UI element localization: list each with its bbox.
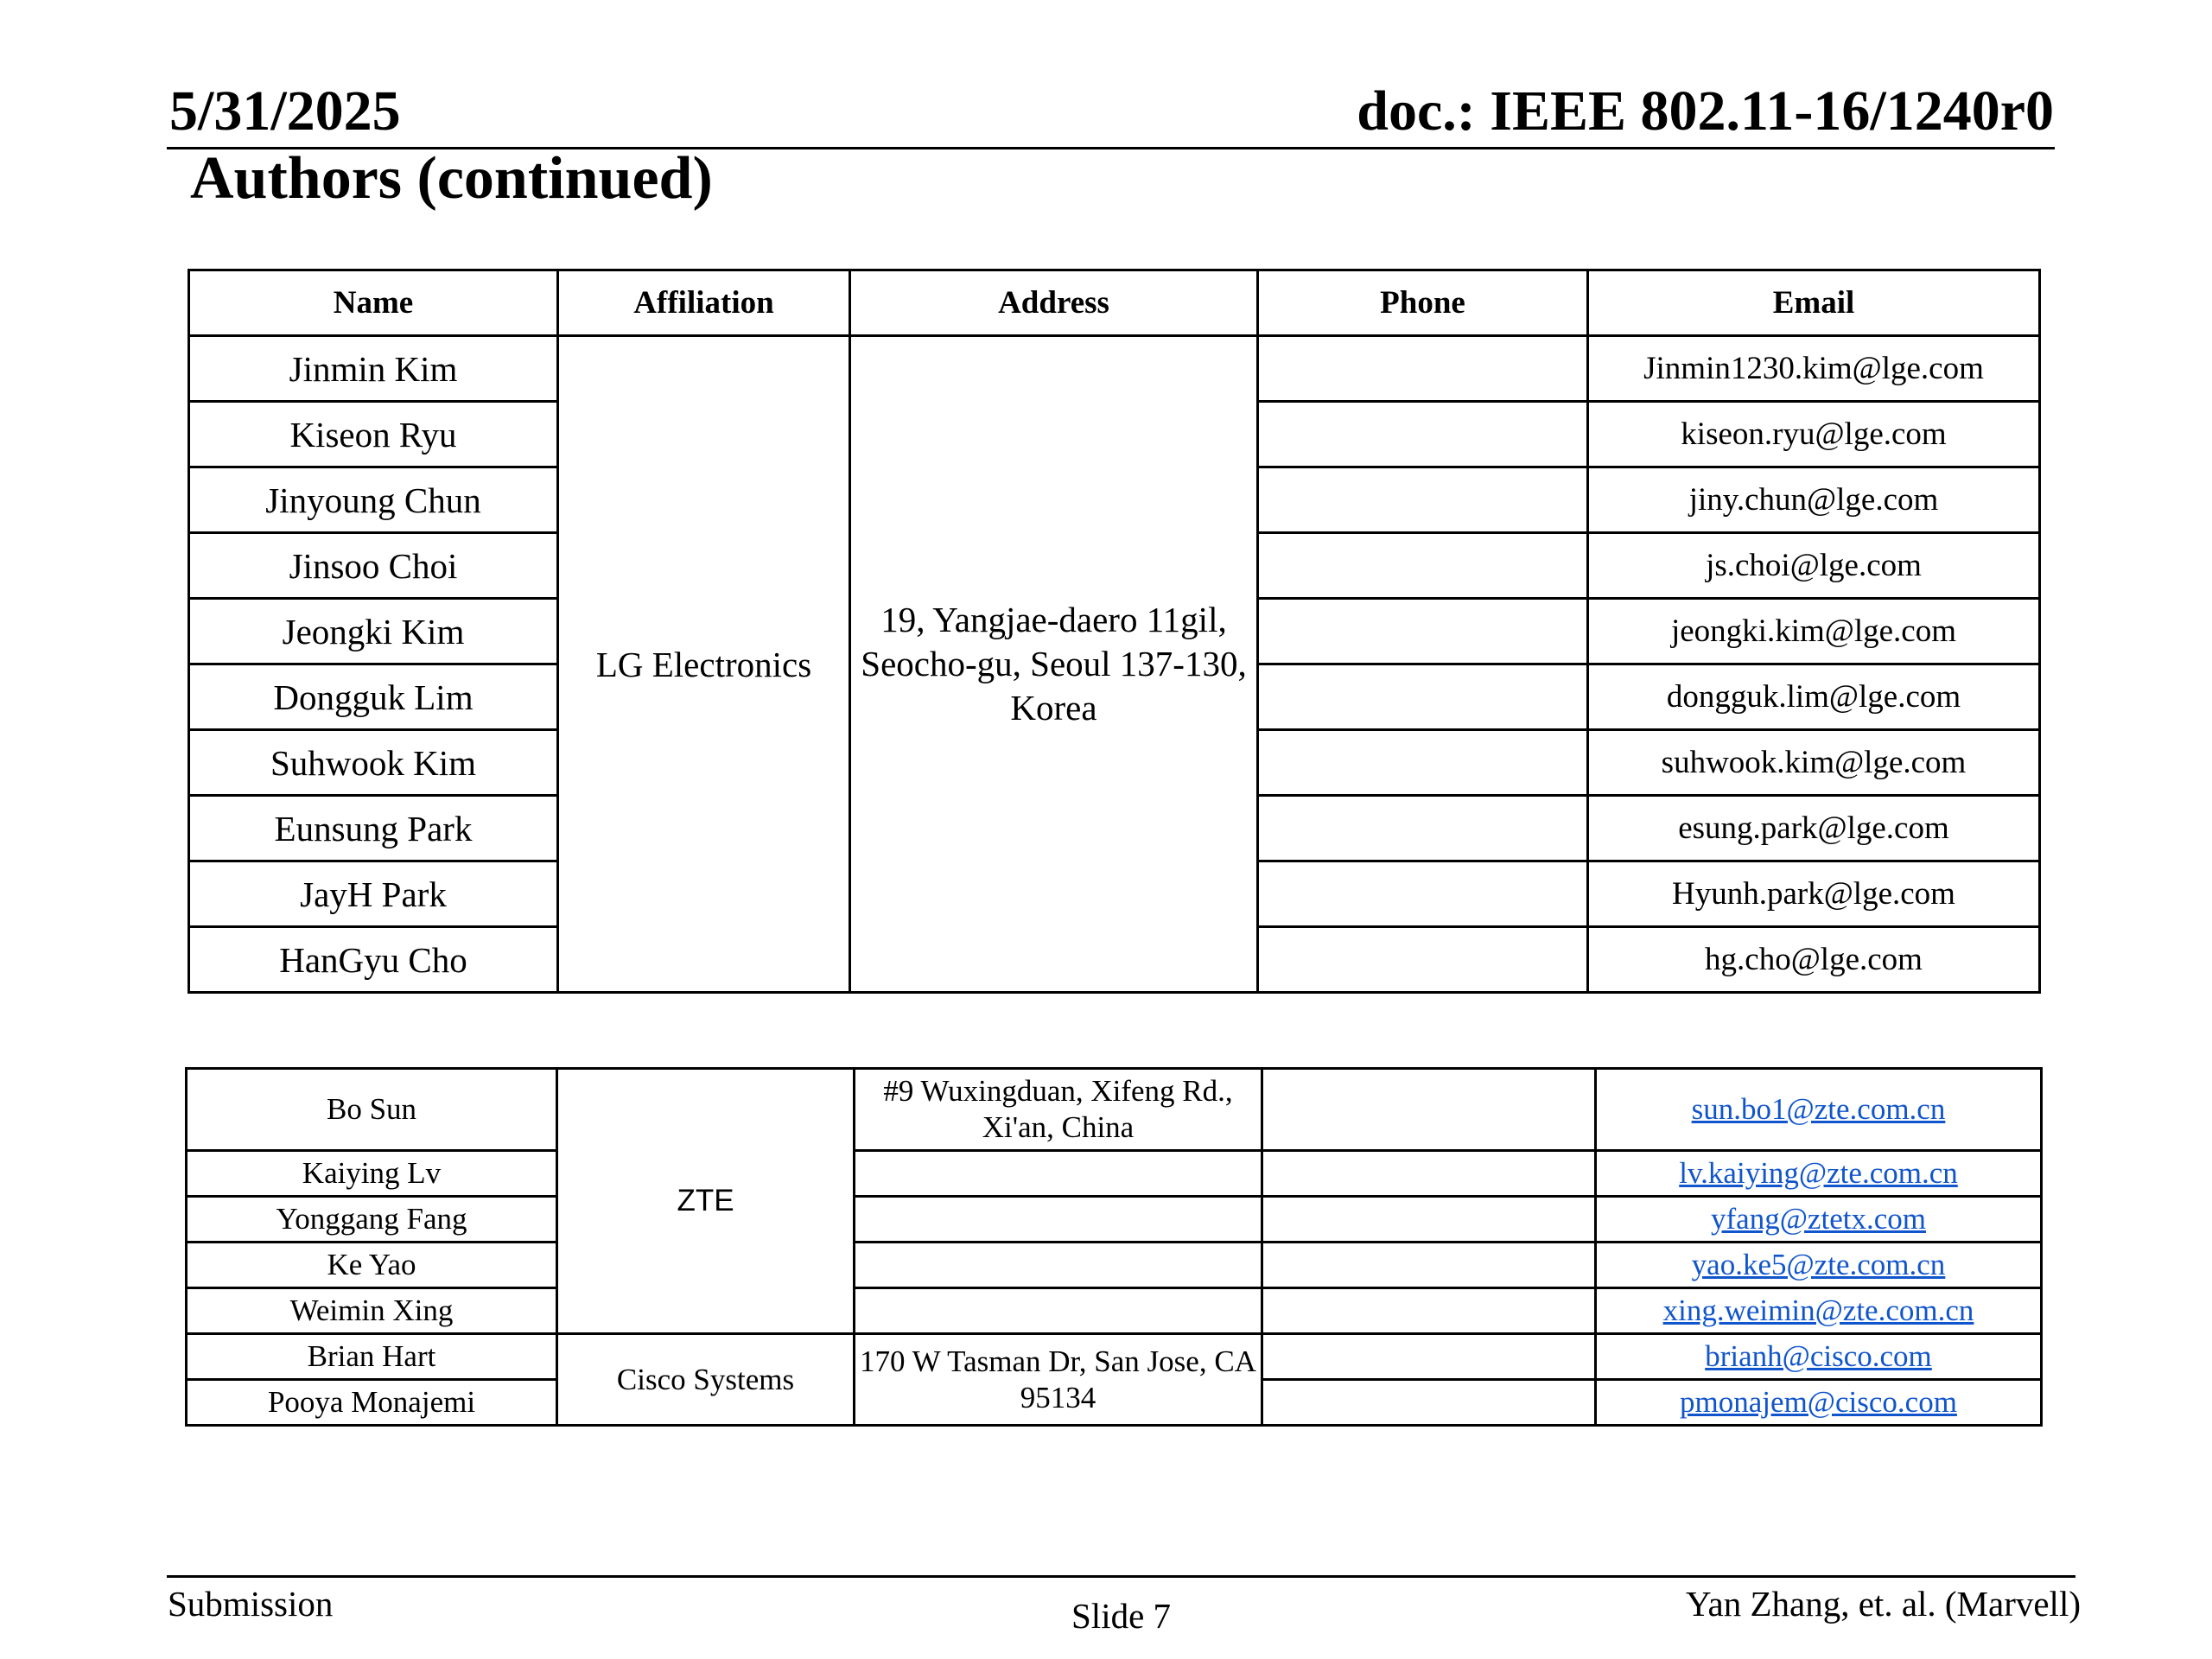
phone-cell [1262, 1288, 1596, 1334]
phone-cell [1258, 467, 1588, 533]
email-cell [1596, 1197, 2042, 1243]
table-row [187, 1197, 2042, 1243]
email-cell: Hyunh.park@lge.com [1588, 861, 2040, 927]
column-header-name: Name [189, 270, 558, 336]
address-cell: #9 Wuxingduan, Xifeng Rd., Xi'an, China [855, 1069, 1262, 1151]
phone-cell [1258, 599, 1588, 664]
footer-rule [167, 1575, 2075, 1578]
phone-cell [1258, 664, 1588, 730]
email-cell: esung.park@lge.com [1588, 796, 2040, 861]
table-row [187, 1069, 2042, 1151]
email-cell [1596, 1151, 2042, 1197]
author-name: Jinmin Kim [189, 336, 558, 402]
author-name: JayH Park [189, 861, 558, 927]
email-link[interactable]: lv.kaiying@zte.com.cn [1679, 1156, 1958, 1190]
column-header-email: Email [1588, 270, 2040, 336]
table-row [187, 1334, 2042, 1380]
phone-cell [1258, 336, 1588, 402]
author-name: Jinyoung Chun [189, 467, 558, 533]
phone-cell [1258, 533, 1588, 599]
email-cell: js.choi@lge.com [1588, 533, 2040, 599]
author-name: Jeongki Kim [189, 599, 558, 664]
author-name: Brian Hart [187, 1334, 557, 1380]
table-row [187, 1288, 2042, 1334]
header-date: 5/31/2025 [169, 79, 401, 143]
author-name: Bo Sun [187, 1069, 557, 1151]
footer-author: Yan Zhang, et. al. (Marvell) [1686, 1584, 2081, 1624]
email-cell: jiny.chun@lge.com [1588, 467, 2040, 533]
email-cell [1596, 1380, 2042, 1426]
phone-cell [1262, 1243, 1596, 1288]
phone-cell [1258, 796, 1588, 861]
affiliation-cell: ZTE [557, 1069, 855, 1334]
email-cell: kiseon.ryu@lge.com [1588, 402, 2040, 467]
address-cell [855, 1197, 1262, 1243]
address-cell [855, 1243, 1262, 1288]
email-cell: hg.cho@lge.com [1588, 927, 2040, 993]
email-cell [1596, 1334, 2042, 1380]
column-header-phone: Phone [1258, 270, 1588, 336]
phone-cell [1258, 861, 1588, 927]
author-name: Ke Yao [187, 1243, 557, 1288]
table-row [189, 336, 2040, 402]
phone-cell [1262, 1380, 1596, 1426]
author-name: Kiseon Ryu [189, 402, 558, 467]
column-header-affiliation: Affiliation [558, 270, 850, 336]
author-name: Yonggang Fang [187, 1197, 557, 1243]
phone-cell [1262, 1334, 1596, 1380]
phone-cell [1258, 402, 1588, 467]
author-name: Eunsung Park [189, 796, 558, 861]
email-link[interactable]: pmonajem@cisco.com [1680, 1385, 1957, 1419]
email-cell: dongguk.lim@lge.com [1588, 664, 2040, 730]
phone-cell [1258, 927, 1588, 993]
header-doc-id: doc.: IEEE 802.11-16/1240r0 [1357, 79, 2054, 143]
footer-submission: Submission [168, 1584, 334, 1624]
phone-cell [1262, 1197, 1596, 1243]
author-name: Weimin Xing [187, 1288, 557, 1334]
email-link[interactable]: yao.ke5@zte.com.cn [1691, 1248, 1946, 1281]
address-cell [855, 1288, 1262, 1334]
email-link[interactable]: xing.weimin@zte.com.cn [1662, 1294, 1974, 1327]
phone-cell [1262, 1151, 1596, 1197]
column-header-address: Address [850, 270, 1258, 336]
zte-cisco-authors-table [185, 1067, 2043, 1427]
lg-authors-table [188, 269, 2041, 994]
author-name: HanGyu Cho [189, 927, 558, 993]
email-cell: Jinmin1230.kim@lge.com [1588, 336, 2040, 402]
email-cell [1596, 1069, 2042, 1151]
table-header-row [189, 270, 2040, 336]
table-row [187, 1243, 2042, 1288]
author-name: Suhwook Kim [189, 730, 558, 796]
email-link[interactable]: yfang@ztetx.com [1711, 1202, 1926, 1236]
address-cell: 19, Yangjae-daero 11gil, Seocho-gu, Seoul 137-130, Korea [850, 336, 1258, 993]
affiliation-cell: Cisco Systems [557, 1334, 855, 1426]
author-name: Dongguk Lim [189, 664, 558, 730]
table-row [187, 1151, 2042, 1197]
email-cell: suhwook.kim@lge.com [1588, 730, 2040, 796]
author-name: Pooya Monajemi [187, 1380, 557, 1426]
email-cell: jeongki.kim@lge.com [1588, 599, 2040, 664]
address-cell: 170 W Tasman Dr, San Jose, CA 95134 [855, 1334, 1262, 1426]
author-name: Kaiying Lv [187, 1151, 557, 1197]
footer-slide-number: Slide 7 [1071, 1596, 1172, 1636]
email-cell [1596, 1243, 2042, 1288]
phone-cell [1262, 1069, 1596, 1151]
email-cell [1596, 1288, 2042, 1334]
slide-title: Authors (continued) [190, 145, 713, 212]
author-name: Jinsoo Choi [189, 533, 558, 599]
email-link[interactable]: brianh@cisco.com [1705, 1339, 1932, 1373]
address-cell [855, 1151, 1262, 1197]
email-link[interactable]: sun.bo1@zte.com.cn [1691, 1092, 1946, 1126]
phone-cell [1258, 730, 1588, 796]
affiliation-cell: LG Electronics [558, 336, 850, 993]
